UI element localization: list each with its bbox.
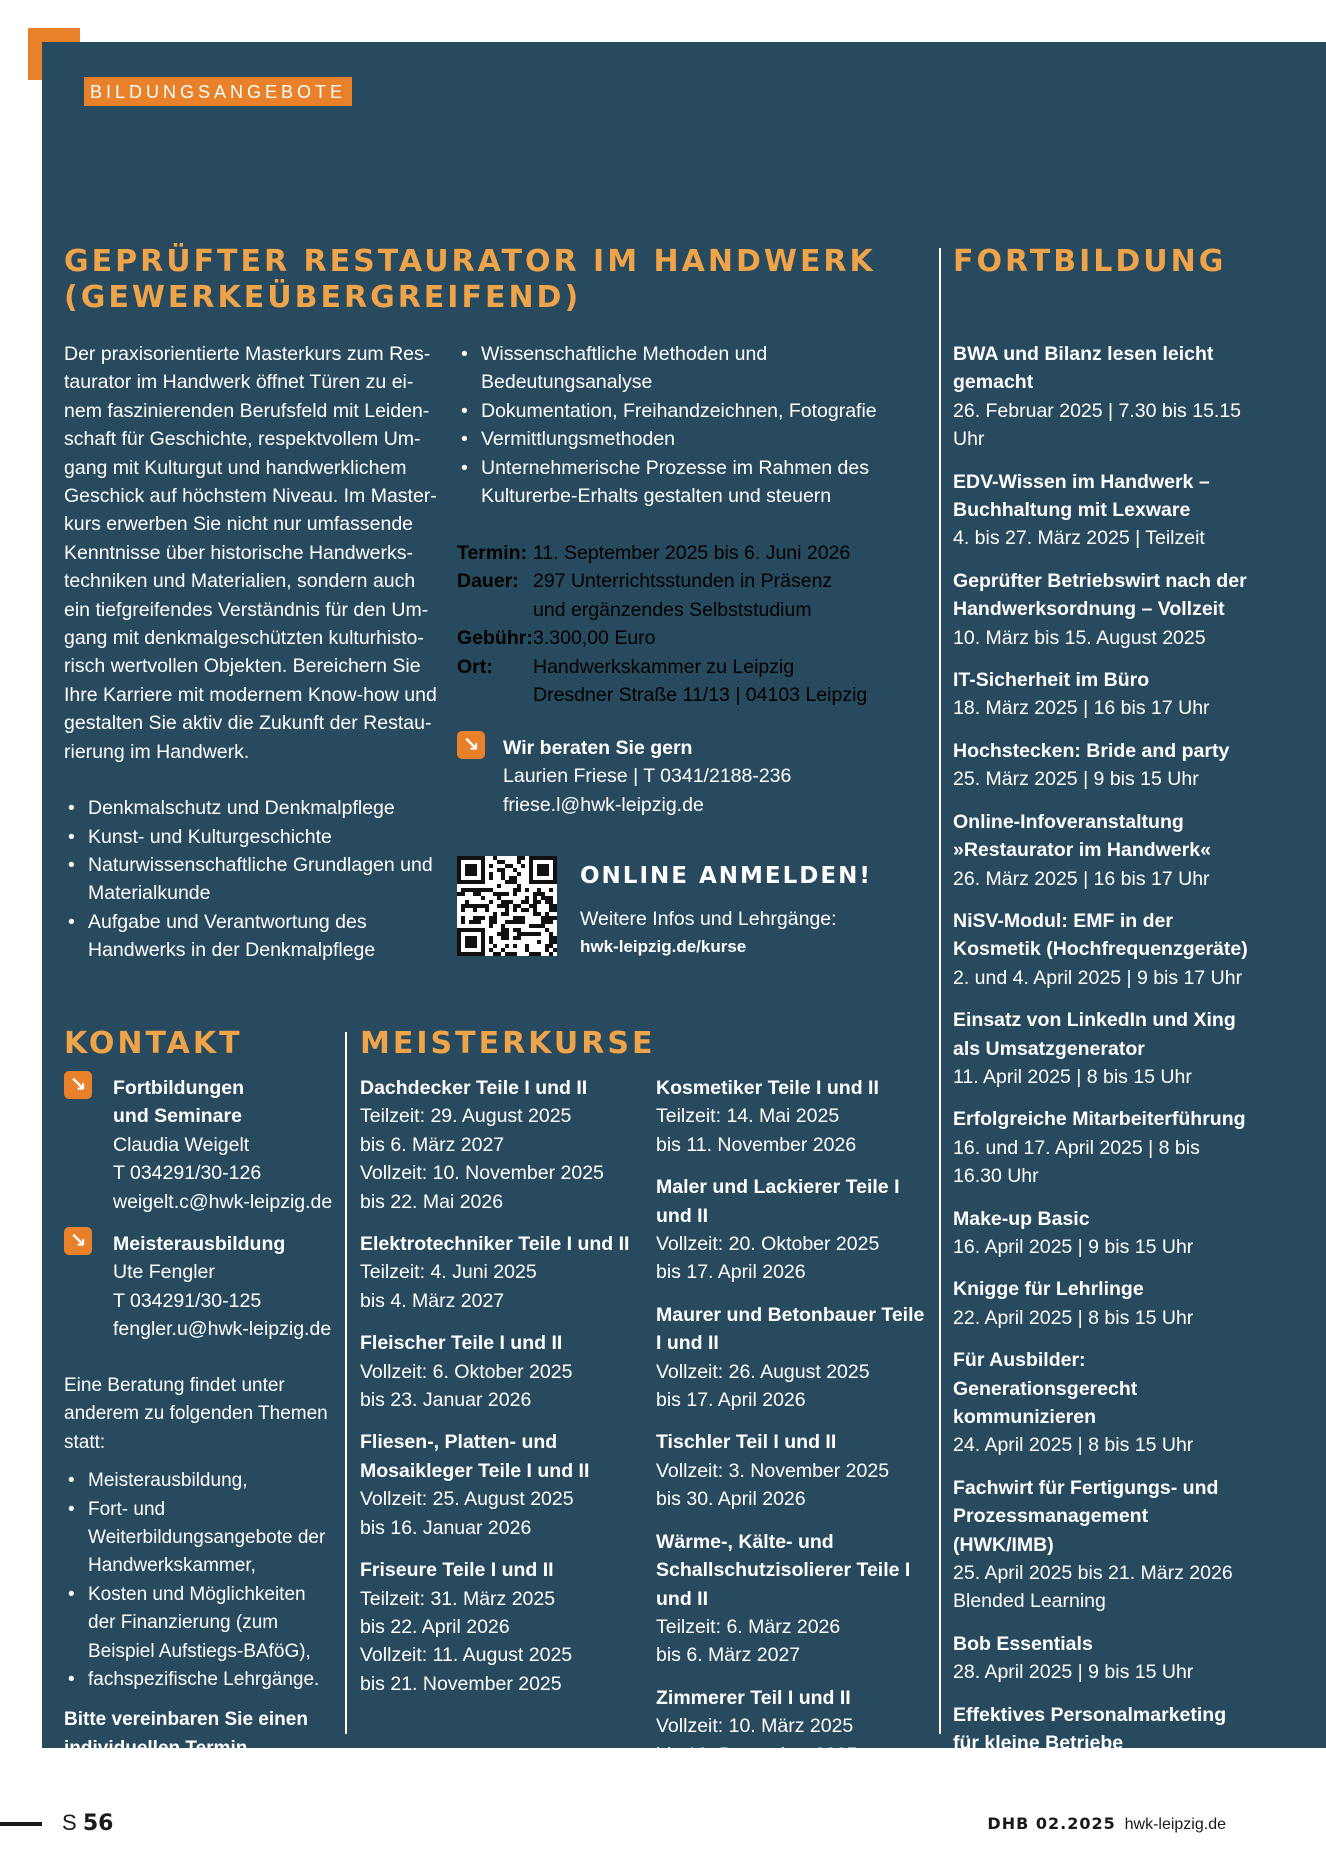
course-line: bis 4. März 2027 <box>360 1289 505 1312</box>
course-line: Teilzeit: 6. März 2026 <box>656 1615 841 1638</box>
fact-line: 3.300,00 Euro <box>533 627 656 650</box>
course-line: Vollzeit: 11. August 2025 <box>360 1644 573 1667</box>
course-line: bis 23. Januar 2026 <box>360 1389 532 1412</box>
topic-item: • Dokumentation, Freihandzeichnen, Fotografie <box>457 397 877 425</box>
intro-line: Kenntnisse über historische Handwerks- <box>64 541 414 564</box>
course-item <box>656 1428 932 1513</box>
course-line: bis 11. November 2026 <box>656 1133 857 1156</box>
contact-fortbildungen <box>113 1074 343 1216</box>
course-line: Vollzeit: 10. November 2025 <box>360 1162 604 1185</box>
course-line: bis 19. Dezember 2025 <box>656 1743 858 1766</box>
fact-value <box>533 567 832 624</box>
fortbildung-item <box>953 808 1253 893</box>
fortbildung-item <box>953 1105 1253 1190</box>
course-item <box>656 1684 932 1769</box>
contact-name: Claudia Weigelt <box>113 1133 250 1156</box>
course-line: bis 22. Mai 2026 <box>360 1190 504 1213</box>
footer-site[interactable]: hwk-leipzig.de <box>1124 1816 1226 1833</box>
course-title: Kosmetiker Teile I und II <box>656 1077 879 1099</box>
contact-meisterausbildung <box>113 1230 343 1344</box>
course-line: Teilzeit: 14. Mai 2025 <box>656 1105 840 1128</box>
advice-person: Laurien Friese | T 0341/2188-236 <box>503 765 792 788</box>
fact-line: und ergänzendes Selbststudium <box>533 598 812 621</box>
course-item <box>360 1556 642 1698</box>
topic-item: • Vermittlungsmethoden <box>457 425 877 453</box>
fortbildung-title: Hochstecken: Bride and party <box>953 739 1230 762</box>
fortbildung-info: 18. März 2025 | 16 bis 17 Uhr <box>953 697 1210 720</box>
fortbildung-title: Geprüfter Betriebswirt nach der Handwerksordnung – Vollzeit <box>953 569 1247 621</box>
divider-fortbildung <box>939 248 941 1734</box>
topic-item: • Wissenschaftliche Methoden und Bedeutungsanalyse <box>457 340 877 397</box>
advice-topic-item: • Kosten und Möglichkeiten der Finanzierung (zum Beispiel Aufstiegs-BAföG), <box>64 1581 338 1666</box>
footer-rule <box>0 1822 42 1826</box>
course-line: Vollzeit: 25. August 2025 <box>360 1488 574 1511</box>
course-line: Teilzeit: 31. März 2025 <box>360 1587 556 1610</box>
qr-code[interactable] <box>457 856 557 956</box>
course-line: bis 16. Januar 2026 <box>360 1516 532 1539</box>
course-line: bis 21. November 2025 <box>360 1672 562 1695</box>
intro-line: nem faszinierenden Berufsfeld mit Leiden- <box>64 399 430 422</box>
course-line: Vollzeit: 10. März 2025 <box>656 1715 854 1738</box>
course-line: bis 30. April 2026 <box>656 1488 806 1511</box>
section-label: BILDUNGSANGEBOTE <box>84 77 352 106</box>
fortbildung-title: Online-Infoveranstaltung »Restaurator im Handwerk« <box>953 810 1211 862</box>
fortbildung-item <box>953 737 1253 794</box>
fortbildung-info: 10. März bis 15. August 2025 <box>953 626 1206 649</box>
fortbildung-info: 11. April 2025 | 8 bis 15 Uhr <box>953 1065 1192 1088</box>
fortbildung-item <box>953 340 1253 454</box>
fortbildung-item <box>953 1701 1253 1786</box>
issue-label: DHB 02.2025 <box>987 1814 1116 1833</box>
course-item <box>656 1074 932 1159</box>
fortbildung-info: 2. und 4. April 2025 | 9 bis 17 Uhr <box>953 966 1243 989</box>
course-line: Vollzeit: 26. August 2025 <box>656 1360 870 1383</box>
course-line: Teilzeit: 4. Juni 2025 <box>360 1261 537 1284</box>
course-title: Friseure Teile I und II <box>360 1559 554 1582</box>
intro-paragraph <box>64 340 444 766</box>
fact-line: Dresdner Straße 11/13 | 04103 Leipzig <box>533 684 868 707</box>
fortbildung-item <box>953 1346 1253 1460</box>
course-item <box>360 1428 642 1542</box>
fact-row <box>457 653 867 710</box>
kontakt-heading-text: KONTAKT <box>64 1026 243 1061</box>
course-line: bis 22. April 2026 <box>360 1615 510 1638</box>
course-item <box>360 1329 642 1414</box>
intro-line: gang mit Kulturgut und handwerklichem <box>64 456 407 479</box>
course-line: Vollzeit: 3. November 2025 <box>656 1459 890 1482</box>
intro-line: taurator im Handwerk öffnet Türen zu ei- <box>64 371 414 394</box>
intro-line: ein tiefgreifendes Verständnis für den Um- <box>64 598 429 621</box>
intro-line: rierung im Handwerk. <box>64 740 250 763</box>
fortbildung-item <box>953 567 1253 652</box>
intro-line: kurs erwerben Sie nicht nur umfassende <box>64 513 414 536</box>
fortbildung-info: 25. März 2025 | 9 bis 15 Uhr <box>953 768 1199 791</box>
topics-left-list <box>64 794 444 964</box>
fortbildung-info: 26. Februar 2025 | 7.30 bis 15.15 Uhr <box>953 399 1242 451</box>
intro-line: gestalten Sie aktiv die Zukunft der Restau- <box>64 712 432 735</box>
course-title: Zimmerer Teil I und II <box>656 1686 851 1709</box>
advice-closing: Bitte vereinbaren Sie einen individuellen Termin. <box>64 1709 308 1759</box>
contact-phone: T 034291/30-126 <box>113 1162 262 1185</box>
fortbildung-title: BWA und Bilanz lesen leicht gemacht <box>953 343 1214 394</box>
fortbildung-info: 30. April 2025 | 8 bis 15 Uhr <box>953 1760 1194 1783</box>
fact-key: Gebühr: <box>457 627 533 650</box>
course-item <box>656 1173 932 1287</box>
advice-topic-item: • Meisterausbildung, <box>64 1467 338 1495</box>
fortbildung-title: Knigge für Lehrlinge <box>953 1278 1144 1301</box>
fortbildung-title: IT-Sicherheit im Büro <box>953 669 1150 692</box>
fact-line: 11. September 2025 bis 6. Juni 2026 <box>533 542 851 564</box>
fortbildung-info: 24. April 2025 | 8 bis 15 Uhr <box>953 1434 1194 1457</box>
fortbildung-item <box>953 1006 1253 1091</box>
fortbildung-heading <box>953 244 1226 280</box>
contact-email[interactable]: fengler.u@hwk-leipzig.de <box>113 1318 332 1341</box>
advice-email[interactable]: friese.l@hwk-leipzig.de <box>503 793 704 816</box>
course-title: Elektrotechniker Teile I und II <box>360 1233 630 1256</box>
course-line: bis 6. März 2027 <box>360 1133 505 1156</box>
fact-row <box>457 539 867 567</box>
advice-intro: Eine Beratung findet unter anderem zu folgenden Themen statt: <box>64 1375 328 1453</box>
fortbildung-title: Effektives Personalmarketing für kleine Betriebe <box>953 1703 1227 1755</box>
online-info <box>580 905 900 962</box>
fortbildung-item <box>953 1474 1253 1616</box>
online-link[interactable]: hwk-leipzig.de/kurse <box>580 937 747 957</box>
intro-line: techniken und Materialien, sondern auch <box>64 570 416 593</box>
course-item <box>656 1528 932 1670</box>
online-text: Weitere Infos und Lehrgänge: <box>580 908 837 930</box>
advice-title: Wir beraten Sie gern <box>503 737 693 759</box>
arrow-right-icon: ↘ <box>64 1071 92 1099</box>
advice-topic-item: • Fort- und Weiterbildungsangebote der Handwerkskammer, <box>64 1496 338 1581</box>
advice-topics-block <box>64 1372 338 1763</box>
divider-meisterkurse <box>345 1032 347 1734</box>
fact-line: 297 Unterrichtsstunden in Präsenz <box>533 570 833 593</box>
course-title: Maler und Lackierer Teile I und II <box>656 1176 900 1227</box>
arrow-right-icon: ↘ <box>457 731 485 759</box>
fortbildung-item <box>953 666 1253 723</box>
fact-row <box>457 567 867 624</box>
course-item <box>656 1301 932 1415</box>
footer-meta <box>987 1814 1226 1834</box>
course-title: Fleischer Teile I und II <box>360 1332 563 1355</box>
fortbildung-item <box>953 1205 1253 1262</box>
course-line: Vollzeit: 20. Oktober 2025 <box>656 1233 880 1256</box>
course-title: Wärme-, Kälte- und Schallschutzisolierer Teile I und II <box>656 1530 911 1610</box>
course-facts <box>457 539 867 709</box>
intro-line: gang mit denkmalgeschützten kulturhisto- <box>64 627 424 650</box>
page-title-text: GEPRÜFTER RESTAURATOR IM HANDWERK (GEWERKEÜBERGREIFEND) <box>64 244 876 315</box>
fortbildung-item <box>953 1275 1253 1332</box>
contact-phone: T 034291/30-125 <box>113 1289 262 1312</box>
page-number-value: 56 <box>82 1811 114 1836</box>
advice-topic-item: • fachspezifische Lehrgänge. <box>64 1666 338 1694</box>
fortbildung-item <box>953 907 1253 992</box>
course-line: bis 6. März 2027 <box>656 1644 801 1667</box>
topic-item: • Kunst- und Kulturgeschichte <box>64 823 444 851</box>
page-title <box>64 244 924 316</box>
course-item <box>360 1074 642 1216</box>
intro-line: schaft für Geschichte, respektvollem Um- <box>64 428 421 451</box>
contact-title-2: und Seminare <box>113 1105 242 1128</box>
fortbildung-info: 4. bis 27. März 2025 | Teilzeit <box>953 527 1205 550</box>
intro-line: Ihre Karriere mit modernem Know-how und <box>64 683 437 706</box>
fact-line: Handwerkskammer zu Leipzig <box>533 655 795 678</box>
fact-row <box>457 624 867 652</box>
page-prefix: S <box>62 1810 77 1835</box>
advice-topics-list <box>64 1467 338 1694</box>
contact-title: Fortbildungen <box>113 1077 245 1099</box>
intro-text <box>64 340 444 965</box>
fortbildung-title: NiSV-Modul: EMF in der Kosmetik (Hochfrequenzgeräte) <box>953 909 1248 961</box>
course-title: Tischler Teil I und II <box>656 1431 837 1454</box>
topic-item: • Naturwissenschaftliche Grundlagen und Materialkunde <box>64 851 444 908</box>
fact-key: Ort: <box>457 655 493 678</box>
topic-item: • Denkmalschutz und Denkmalpflege <box>64 794 444 822</box>
arrow-right-icon: ↘ <box>64 1227 92 1255</box>
course-line: Vollzeit: 6. Oktober 2025 <box>360 1360 573 1383</box>
meisterkurse-heading-text: MEISTERKURSE <box>360 1026 656 1061</box>
page-number <box>62 1810 113 1836</box>
fortbildung-item <box>953 468 1253 553</box>
fortbildung-info: 16. April 2025 | 9 bis 15 Uhr <box>953 1235 1194 1258</box>
course-title: Fliesen-, Platten- und Mosaikleger Teile I und II <box>360 1431 590 1482</box>
course-title: Dachdecker Teile I und II <box>360 1077 588 1099</box>
fortbildung-info: 28. April 2025 | 9 bis 15 Uhr <box>953 1661 1194 1684</box>
meisterkurse-column-2 <box>656 1074 932 1783</box>
fortbildung-list <box>953 340 1253 1800</box>
fortbildung-title: Einsatz von LinkedIn und Xing als Umsatzgenerator <box>953 1009 1236 1060</box>
course-line: Teilzeit: 29. August 2025 <box>360 1105 572 1128</box>
intro-line: risch wertvollen Objekten. Bereichern Sie <box>64 655 421 678</box>
fortbildung-item <box>953 1630 1253 1687</box>
fortbildung-title: Make-up Basic <box>953 1207 1090 1230</box>
course-title: Maurer und Betonbauer Teile I und II <box>656 1303 925 1355</box>
contact-title: Meisterausbildung <box>113 1233 286 1255</box>
fortbildung-info: 25. April 2025 bis 21. März 2026 Blended Learning <box>953 1562 1233 1613</box>
fact-key: Termin: <box>457 542 528 564</box>
fortbildung-info: 26. März 2025 | 16 bis 17 Uhr <box>953 867 1210 890</box>
fact-key: Dauer: <box>457 570 519 593</box>
course-line: bis 17. April 2026 <box>656 1389 806 1412</box>
fortbildung-info: 16. und 17. April 2025 | 8 bis 16.30 Uhr <box>953 1136 1200 1188</box>
contact-name: Ute Fengler <box>113 1261 215 1284</box>
topics-right-list <box>457 340 877 510</box>
meisterkurse-heading <box>360 1026 655 1062</box>
meisterkurse-column-1 <box>360 1074 642 1712</box>
fortbildung-title: Bob Essentials <box>953 1632 1093 1655</box>
course-item <box>360 1230 642 1315</box>
topic-item: • Aufgabe und Verantwortung des Handwerks in der Denkmalpflege <box>64 908 444 965</box>
fortbildung-info: 22. April 2025 | 8 bis 15 Uhr <box>953 1306 1194 1329</box>
intro-line: Geschick auf höchstem Niveau. Im Master- <box>64 485 437 508</box>
topics-right <box>457 340 877 510</box>
fact-value <box>533 624 656 652</box>
fortbildung-title: Fachwirt für Fertigungs- und Prozessmanagement (HWK/IMB) <box>953 1476 1219 1556</box>
advice-block <box>503 734 883 819</box>
course-line: bis 17. April 2026 <box>656 1261 806 1284</box>
fortbildung-title: Für Ausbilder: Generationsgerecht kommunizieren <box>953 1349 1138 1428</box>
fact-value <box>533 539 850 567</box>
fact-value <box>533 653 867 710</box>
online-heading: ONLINE ANMELDEN! <box>580 863 872 889</box>
intro-line: Der praxisorientierte Masterkurs zum Res- <box>64 343 431 365</box>
fortbildung-title: EDV-Wissen im Handwerk – Buchhaltung mit Lexware <box>953 470 1210 522</box>
contact-email[interactable]: weigelt.c@hwk-leipzig.de <box>113 1190 333 1213</box>
kontakt-heading <box>64 1026 243 1062</box>
topic-item: • Unternehmerische Prozesse im Rahmen des Kulturerbe-Erhalts gestalten und steuern <box>457 454 877 511</box>
fortbildung-heading-text: FORTBILDUNG <box>953 244 1227 279</box>
fortbildung-title: Erfolgreiche Mitarbeiterführung <box>953 1108 1246 1131</box>
